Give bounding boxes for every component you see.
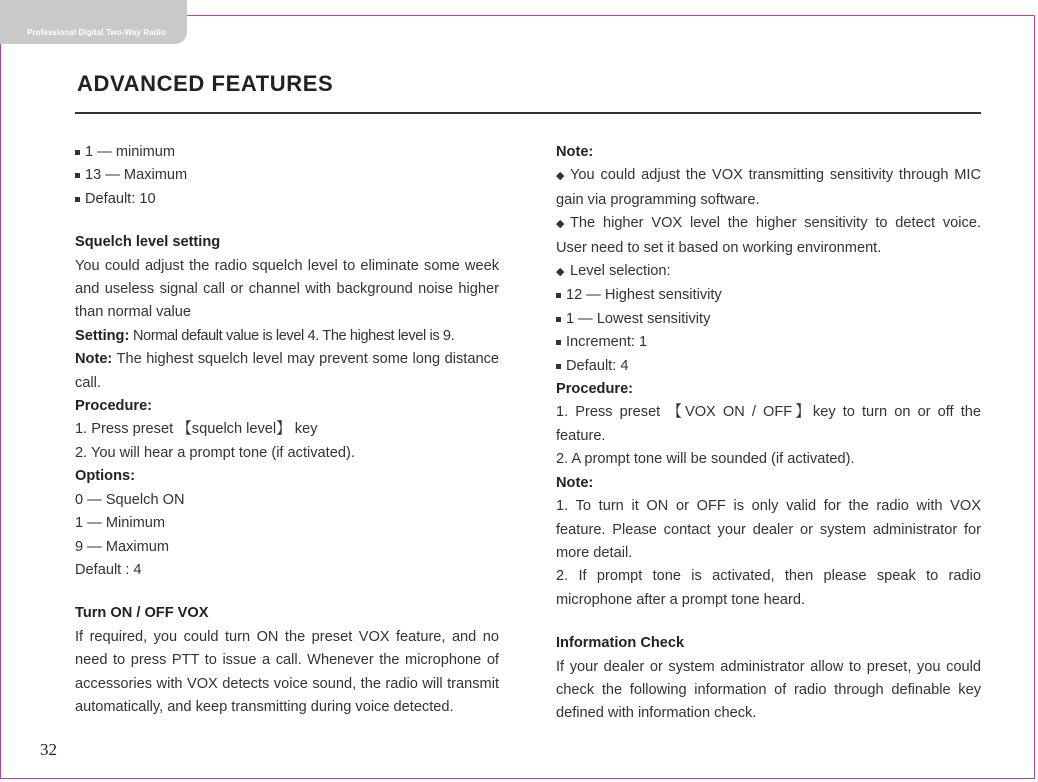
option-item: 0 — Squelch ON <box>75 491 185 508</box>
note-item: ◆ You could adjust the VOX transmitting sensitivity through MIC gain via programming software. <box>556 167 981 208</box>
info-check-heading: Information Check <box>556 635 685 652</box>
header-tab <box>0 0 187 44</box>
list-item: Default: 10 <box>75 188 499 211</box>
square-bullet-icon <box>556 364 561 369</box>
list-item: 13 — Maximum <box>75 164 499 187</box>
option-item: Default : 4 <box>75 561 142 578</box>
procedure-step: 2. A prompt tone will be sounded (if activated). <box>556 451 855 468</box>
level-item: 1 — Lowest sensitivity <box>556 308 981 331</box>
square-bullet-icon <box>75 173 80 178</box>
procedure-step: 2. You will hear a prompt tone (if activated). <box>75 444 355 461</box>
left-column <box>75 141 499 719</box>
square-bullet-icon <box>75 150 80 155</box>
procedure-heading: Procedure: <box>75 398 153 415</box>
square-bullet-icon <box>556 340 561 345</box>
square-bullet-icon <box>75 197 80 202</box>
page-number: 32 <box>40 740 57 759</box>
option-item: 9 — Maximum <box>75 538 170 555</box>
note-item: ◆ The higher VOX level the higher sensitivity to detect voice. User need to set it based on working environment. <box>556 215 981 256</box>
diamond-bullet-icon: ◆ <box>556 170 565 183</box>
square-bullet-icon <box>556 317 561 322</box>
squelch-note: Note: The highest squelch level may prevent some long distance call. <box>75 351 499 391</box>
level-item: 12 — Highest sensitivity <box>556 284 981 307</box>
header-tab-label: Professional Digital Two-Way Radio <box>27 28 166 37</box>
level-item: Default: 4 <box>556 355 981 378</box>
square-bullet-icon <box>556 293 561 298</box>
setting-line: Setting: Normal default value is level 4. The highest level is 9. <box>75 327 455 344</box>
right-column <box>556 141 981 726</box>
vox-paragraph: If required, you could turn ON the preset VOX feature, and no need to press PTT to issue a call. Whenever the microphone of accessories with VOX detects voice sound, the radio will transmit automatically, and keep transmitting during voice detected. <box>75 628 499 715</box>
info-check-paragraph: If your dealer or system administrator allow to preset, you could check the following information of radio through definable key defined with information check. <box>556 658 981 722</box>
note-heading: Note: <box>556 144 594 160</box>
diamond-bullet-icon: ◆ <box>556 266 565 279</box>
diamond-bullet-icon: ◆ <box>556 218 565 231</box>
option-item: 1 — Minimum <box>75 515 166 532</box>
page-title: ADVANCED FEATURES <box>77 71 334 96</box>
procedure-step: 1. Press preset 【squelch level】 key <box>75 421 318 438</box>
procedure-heading: Procedure: <box>556 381 634 398</box>
squelch-heading: Squelch level setting <box>75 234 221 251</box>
note2-item: 2. If prompt tone is activated, then please speak to radio microphone after a prompt tone heard. <box>556 568 981 608</box>
procedure-step: 1. Press preset 【VOX ON / OFF】key to turn on or off the feature. <box>556 404 981 444</box>
note2-heading: Note: <box>556 474 594 491</box>
title-divider <box>75 112 981 114</box>
squelch-paragraph: You could adjust the radio squelch level to eliminate some week and useless signal call or channel with background noise higher than normal value <box>75 257 499 321</box>
list-item: 1 — minimum <box>75 141 499 164</box>
level-item: Increment: 1 <box>556 331 981 354</box>
options-heading: Options: <box>75 468 135 485</box>
note2-item: 1. To turn it ON or OFF is only valid for the radio with VOX feature. Please contact your dealer or system administrator for more detail. <box>556 498 981 561</box>
note-item: ◆ Level selection: <box>556 260 981 284</box>
vox-heading: Turn ON / OFF VOX <box>75 605 209 622</box>
